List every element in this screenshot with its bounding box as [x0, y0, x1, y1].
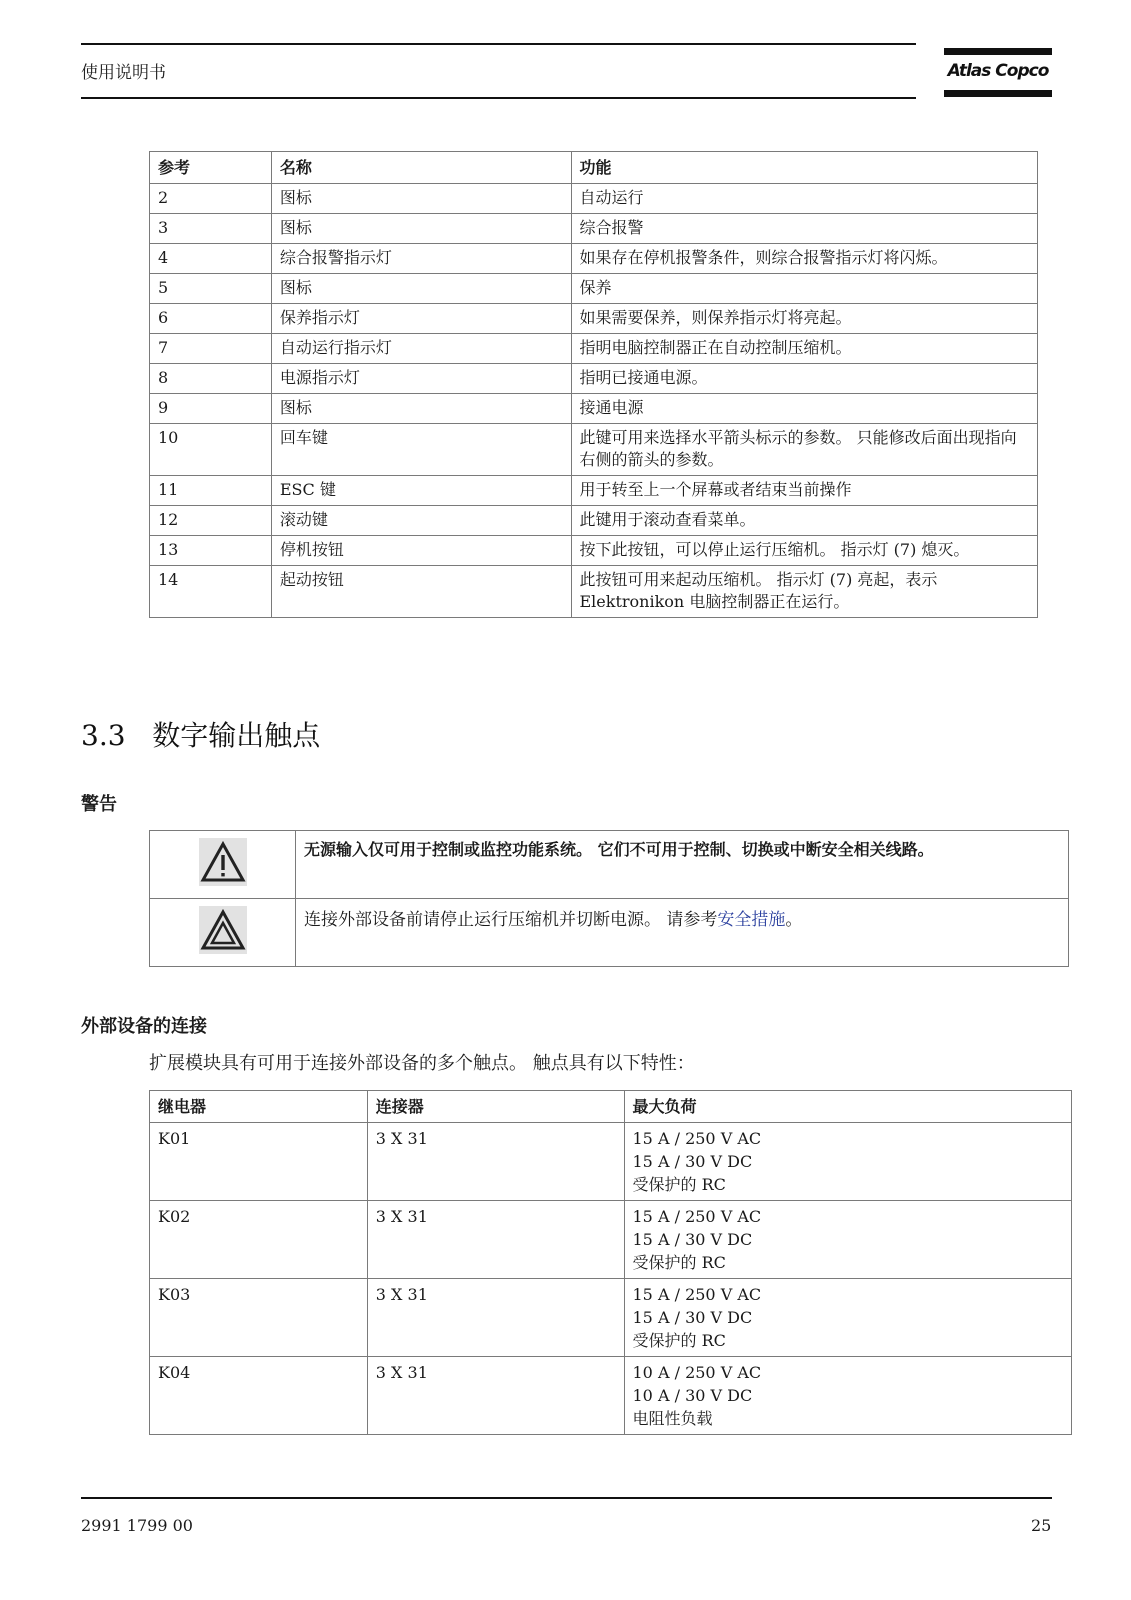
caution-text-before: 连接外部设备前请停止运行压缩机并切断电源。 请参考 [304, 910, 718, 930]
header-top-rule [81, 43, 916, 45]
connector-cell: 3 X 31 [367, 1279, 624, 1357]
name-cell: 电源指示灯 [271, 364, 571, 394]
atlas-copco-logo [944, 48, 1052, 100]
section-number: 3.3 [81, 719, 126, 752]
function-cell: 自动运行 [571, 184, 1038, 214]
function-cell: 此键可用来选择水平箭头标示的参数。 只能修改后面出现指向右侧的箭头的参数。 [571, 424, 1038, 476]
function-cell: 此按钮可用来起动压缩机。 指示灯 (7) 亮起，表示 Elektronikon 电脑控制器正在运行。 [571, 566, 1038, 618]
function-cell: 接通电源 [571, 394, 1038, 424]
column-header: 名称 [271, 152, 571, 184]
load-line: 15 A / 250 V AC [632, 1207, 762, 1226]
name-cell: 保养指示灯 [271, 304, 571, 334]
warning-icon-cell [150, 831, 296, 899]
table-row [150, 214, 1038, 244]
document-number: 2991 1799 00 [81, 1516, 193, 1535]
table-row [150, 1357, 1072, 1435]
name-cell: 图标 [271, 394, 571, 424]
column-header: 最大负荷 [624, 1091, 1072, 1123]
table-row [150, 364, 1038, 394]
function-cell: 如果需要保养，则保养指示灯将亮起。 [571, 304, 1038, 334]
warning-row [150, 899, 1069, 967]
table-header-row [150, 152, 1038, 184]
load-line: 15 A / 250 V AC [632, 1129, 762, 1148]
caution-text-after: 。 [785, 910, 803, 930]
name-cell: 自动运行指示灯 [271, 334, 571, 364]
logo-top-bar [944, 48, 1052, 55]
components-table [149, 151, 1038, 618]
warning-text: 无源输入仅可用于控制或监控功能系统。 它们不可用于控制、切换或中断安全相关线路。 [296, 831, 1069, 899]
ref-cell: 6 [150, 304, 272, 334]
ref-cell: 10 [150, 424, 272, 476]
function-cell: 综合报警 [571, 214, 1038, 244]
function-cell: 按下此按钮，可以停止运行压缩机。 指示灯 (7) 熄灭。 [571, 536, 1038, 566]
function-cell: 指明电脑控制器正在自动控制压缩机。 [571, 334, 1038, 364]
column-header: 继电器 [150, 1091, 368, 1123]
logo-text: Atlas Copco [947, 61, 1049, 81]
relay-cell: K01 [150, 1123, 368, 1201]
connector-cell: 3 X 31 [367, 1123, 624, 1201]
table-row [150, 1279, 1072, 1357]
connector-cell: 3 X 31 [367, 1201, 624, 1279]
ref-cell: 4 [150, 244, 272, 274]
function-cell: 此键用于滚动查看菜单。 [571, 506, 1038, 536]
section-title: 数字输出触点 [152, 719, 321, 752]
table-row [150, 566, 1038, 618]
function-cell: 如果存在停机报警条件，则综合报警指示灯将闪烁。 [571, 244, 1038, 274]
warning-triangle-icon [199, 838, 247, 886]
header-bottom-rule [81, 97, 916, 99]
table-row [150, 506, 1038, 536]
external-devices-heading: 外部设备的连接 [81, 1016, 207, 1037]
name-cell: 回车键 [271, 424, 571, 476]
table-row [150, 184, 1038, 214]
ref-cell: 5 [150, 274, 272, 304]
name-cell: 停机按钮 [271, 536, 571, 566]
ref-cell: 13 [150, 536, 272, 566]
name-cell: 图标 [271, 274, 571, 304]
caution-triangle-icon [199, 906, 247, 954]
table-row [150, 334, 1038, 364]
max-load-cell [624, 1357, 1072, 1435]
caution-icon-cell [150, 899, 296, 967]
name-cell: 综合报警指示灯 [271, 244, 571, 274]
load-line: 15 A / 30 V DC [632, 1230, 753, 1249]
ref-cell: 7 [150, 334, 272, 364]
header-title: 使用说明书 [81, 63, 166, 83]
table-row [150, 1123, 1072, 1201]
name-cell: 起动按钮 [271, 566, 571, 618]
name-cell: 图标 [271, 184, 571, 214]
table-row [150, 304, 1038, 334]
load-line: 15 A / 250 V AC [632, 1285, 762, 1304]
load-line: 受保护的 RC [632, 1331, 726, 1350]
ref-cell: 8 [150, 364, 272, 394]
connector-cell: 3 X 31 [367, 1357, 624, 1435]
relay-table [149, 1090, 1072, 1435]
column-header: 连接器 [367, 1091, 624, 1123]
logo-bottom-bar [944, 90, 1052, 97]
relay-cell: K03 [150, 1279, 368, 1357]
table-row [150, 424, 1038, 476]
load-line: 10 A / 30 V DC [632, 1386, 753, 1405]
caution-text [296, 899, 1069, 967]
warning-heading: 警告 [81, 794, 117, 815]
name-cell: 滚动键 [271, 506, 571, 536]
table-header-row [150, 1091, 1072, 1123]
table-row [150, 394, 1038, 424]
page-number: 25 [1031, 1516, 1052, 1535]
column-header: 参考 [150, 152, 272, 184]
ref-cell: 9 [150, 394, 272, 424]
max-load-cell [624, 1123, 1072, 1201]
warning-table [149, 830, 1069, 967]
table-row [150, 536, 1038, 566]
column-header: 功能 [571, 152, 1038, 184]
function-cell: 保养 [571, 274, 1038, 304]
relay-cell: K04 [150, 1357, 368, 1435]
ref-cell: 2 [150, 184, 272, 214]
ref-cell: 3 [150, 214, 272, 244]
relay-cell: K02 [150, 1201, 368, 1279]
footer-rule [81, 1497, 1052, 1499]
load-line: 15 A / 30 V DC [632, 1152, 753, 1171]
external-devices-intro: 扩展模块具有可用于连接外部设备的多个触点。 触点具有以下特性： [149, 1053, 695, 1074]
function-cell: 指明已接通电源。 [571, 364, 1038, 394]
load-line: 10 A / 250 V AC [632, 1363, 762, 1382]
load-line: 受保护的 RC [632, 1175, 726, 1194]
load-line: 电阻性负载 [632, 1409, 713, 1428]
name-cell: 图标 [271, 214, 571, 244]
table-row [150, 274, 1038, 304]
max-load-cell [624, 1279, 1072, 1357]
max-load-cell [624, 1201, 1072, 1279]
ref-cell: 11 [150, 476, 272, 506]
function-cell: 用于转至上一个屏幕或者结束当前操作 [571, 476, 1038, 506]
load-line: 受保护的 RC [632, 1253, 726, 1272]
table-row [150, 1201, 1072, 1279]
table-row [150, 244, 1038, 274]
ref-cell: 12 [150, 506, 272, 536]
table-row [150, 476, 1038, 506]
safety-precautions-link[interactable]: 安全措施 [717, 910, 786, 930]
warning-row [150, 831, 1069, 899]
load-line: 15 A / 30 V DC [632, 1308, 753, 1327]
name-cell: ESC 键 [271, 476, 571, 506]
ref-cell: 14 [150, 566, 272, 618]
section-heading [81, 714, 320, 754]
